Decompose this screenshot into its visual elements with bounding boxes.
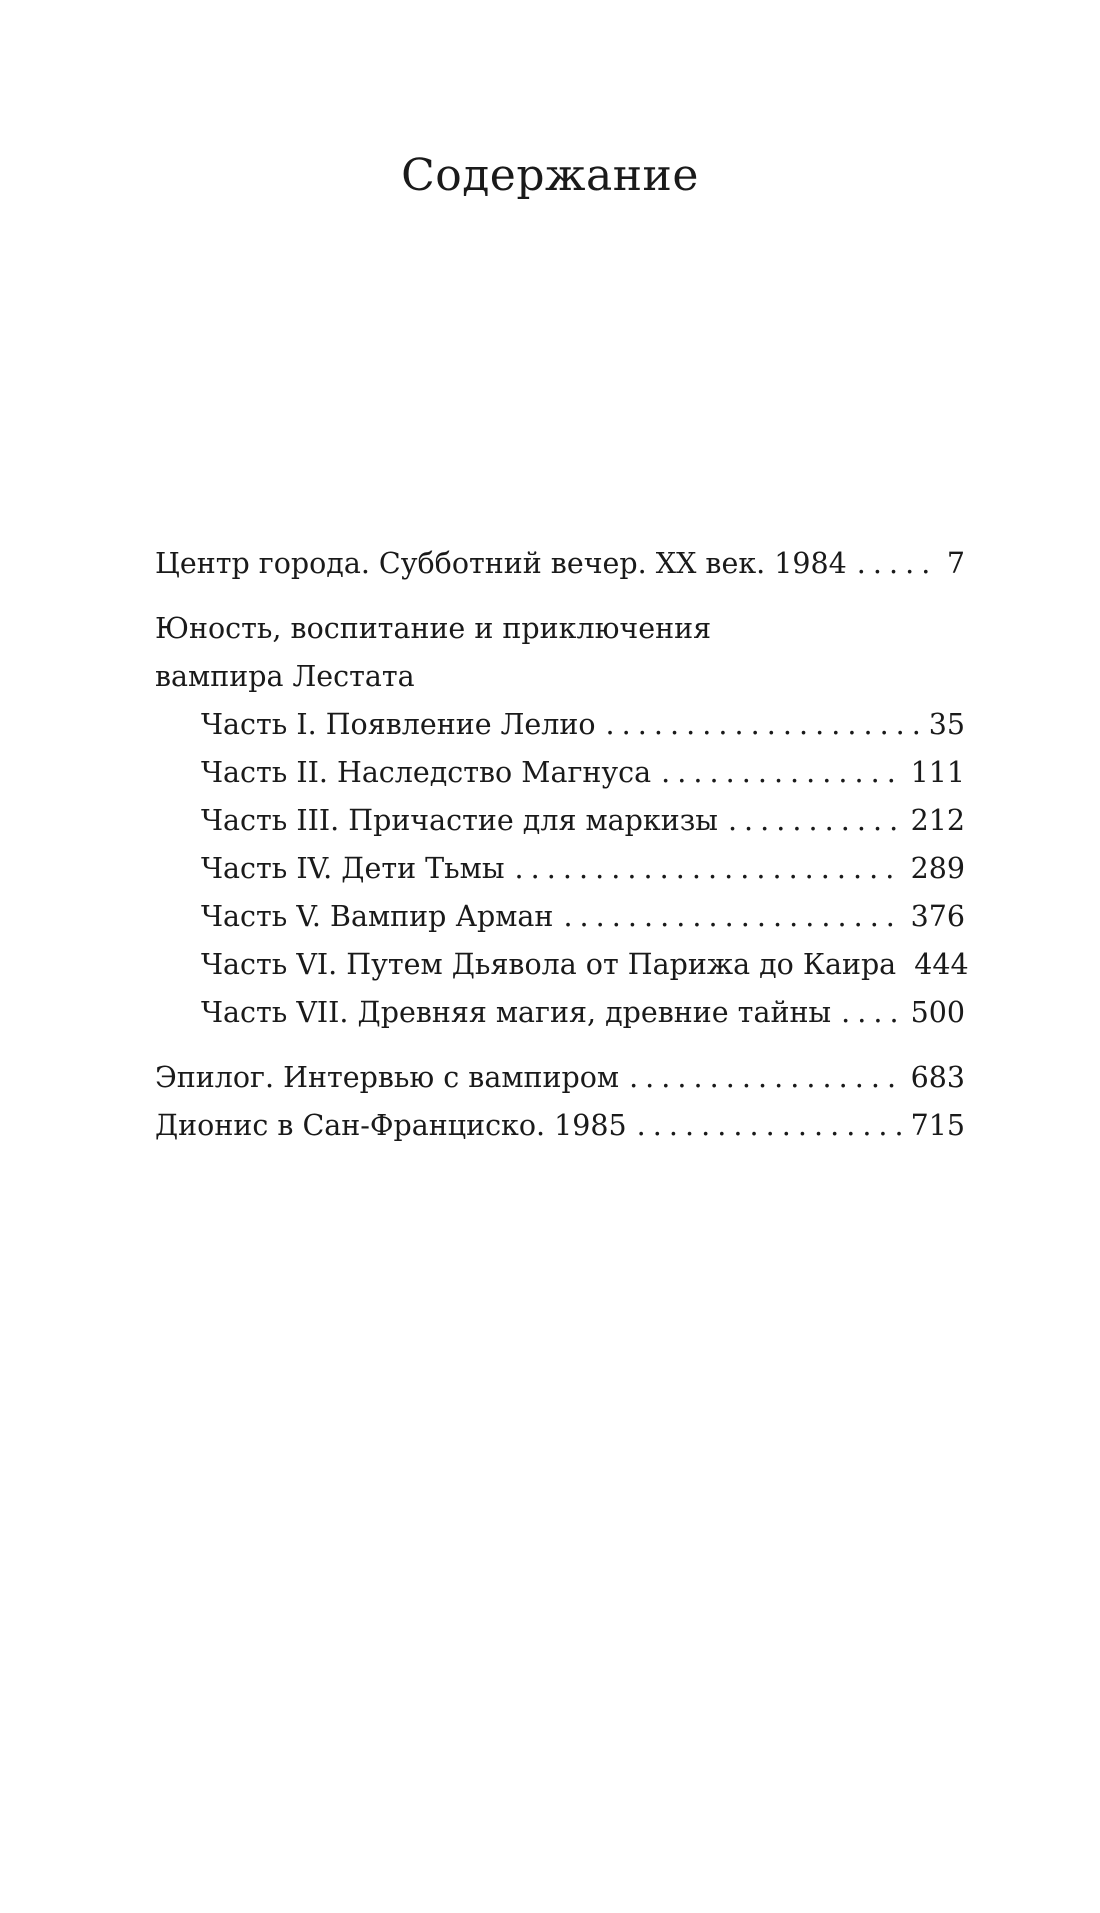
toc-page-number: 444 (914, 948, 969, 981)
toc-entry-label: Часть IV. Дети Тьмы (201, 852, 505, 885)
toc-entry-part-3 (155, 797, 965, 845)
toc-entry-label: Дионис в Сан-Франциско. 1985 (155, 1109, 627, 1142)
dot-leader (629, 1054, 903, 1102)
toc-entry-label: Часть V. Вампир Арман (201, 900, 554, 933)
toc-entry-epilogue (155, 1054, 965, 1102)
dot-leader (661, 749, 902, 797)
toc-entry-part-4 (155, 845, 965, 893)
dot-leader (563, 893, 902, 941)
toc-entry-part-2 (155, 749, 965, 797)
toc-entry-dionysus (155, 1102, 965, 1150)
dot-leader (728, 797, 903, 845)
toc-entry-part-1 (155, 701, 965, 749)
toc-page-number: 715 (910, 1109, 965, 1142)
toc-page-number: 376 (910, 900, 965, 933)
toc-entry-part-7 (155, 989, 965, 1037)
dot-leader (637, 1102, 903, 1150)
toc-entry-label: Часть I. Появление Лелио (201, 708, 596, 741)
page-title: Содержание (401, 150, 699, 201)
toc-entry-label: Часть VII. Древняя магия, древние тайны (201, 996, 832, 1029)
dot-leader (857, 540, 939, 588)
toc-page-number: 35 (928, 708, 965, 741)
toc-entry-prologue (155, 540, 965, 588)
section-heading-line-2: вампира Лестата (155, 660, 415, 693)
toc-entry-label: Центр города. Субботний вечер. XX век. 1984 (155, 547, 847, 580)
toc-entry-label: Часть VI. Путем Дьявола от Парижа до Каира (201, 948, 897, 981)
toc-page-number: 500 (910, 996, 965, 1029)
dot-leader (841, 989, 902, 1037)
toc-entry-part-6 (155, 941, 969, 989)
toc-entry-label: Часть II. Наследство Магнуса (201, 756, 652, 789)
dot-leader (515, 845, 903, 893)
toc-page-number: 212 (910, 804, 965, 837)
dot-leader (606, 701, 921, 749)
section-heading-line-1: Юность, воспитание и приключения (155, 612, 712, 645)
toc-page-number: 111 (910, 756, 965, 789)
section-heading (155, 605, 965, 701)
toc-page-number: 289 (910, 852, 965, 885)
toc-entry-label: Эпилог. Интервью с вампиром (155, 1061, 620, 1094)
toc-entry-part-5 (155, 893, 965, 941)
toc-page-number: 683 (910, 1061, 965, 1094)
toc-entry-label: Часть III. Причастие для маркизы (201, 804, 718, 837)
toc-page-number: 7 (946, 547, 965, 580)
table-of-contents (155, 540, 969, 1150)
